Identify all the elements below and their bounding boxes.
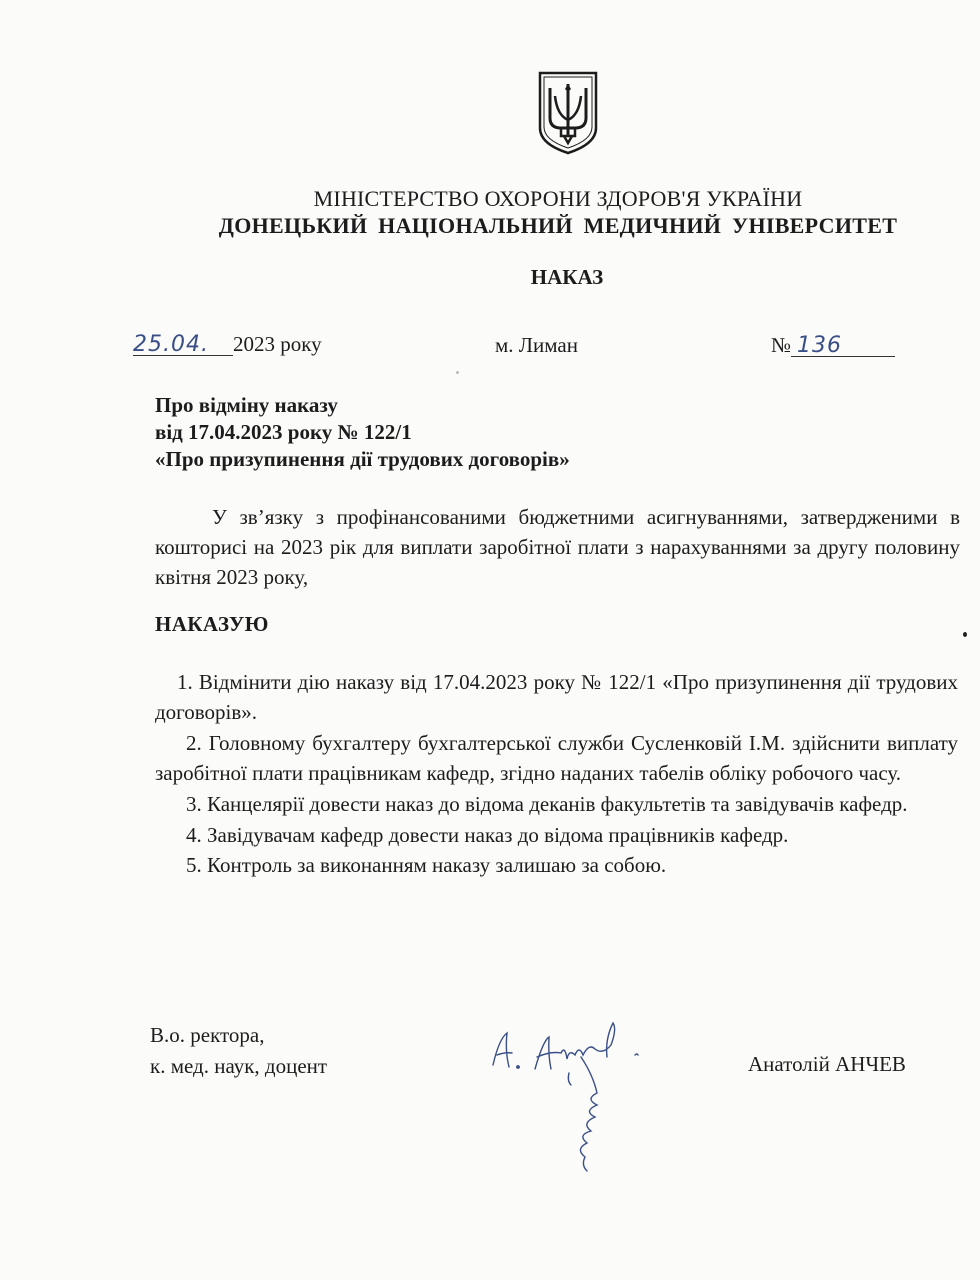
order-item-4: 4. Завідувачам кафедр довести наказ до відома працівників кафедр. [186,823,789,847]
document-type-title: НАКАЗ [530,265,604,289]
scan-speck [963,632,967,637]
university-name: ДОНЕЦЬКИЙ НАЦІОНАЛЬНИЙ МЕДИЧНИЙ УНІВЕРСИТЕТ [218,213,898,238]
handwritten-signature [485,1015,655,1175]
date-year: 2023 року [233,332,322,356]
preamble-text: У зв’язку з профінансованими бюджетними асигнуваннями, затвердженими в кошторисі на 2023 рік для виплати заробітної плати з нарахуваннями за другу половину квітня 2023 року, [155,505,960,589]
handwritten-number: 136 [791,336,895,357]
subject-line-2: від 17.04.2023 року № 122/1 [155,420,412,444]
order-item-3: 3. Канцелярії довести наказ до відома деканів факультетів та завідувачів кафедр. [186,792,908,816]
trident-coat-of-arms-icon [537,70,599,156]
document-city: м. Лиман [495,333,578,357]
order-item-1: 1. Відмінити дію наказу від 17.04.2023 року № 122/1 «Про призупинення дії трудових договорів». [155,670,958,724]
ministry-name: МІНІСТЕРСТВО ОХОРОНИ ЗДОРОВ'Я УКРАЇНИ [313,186,803,211]
number-sign: № [771,333,792,357]
order-item-5: 5. Контроль за виконанням наказу залишаю за собою. [186,853,667,877]
signatory-position [150,1020,327,1082]
handwritten-date: 25.04. [133,335,233,356]
scan-speck [456,371,459,374]
subject-line-3: «Про призупинення дії трудових договорів» [155,447,570,471]
document-number [771,333,895,358]
signatory-name: Анатолій АНЧЕВ [748,1052,906,1076]
decree-heading: НАКАЗУЮ [155,612,269,636]
order-items [155,667,958,880]
position-line-1: В.о. ректора, [150,1023,265,1047]
preamble [155,502,960,592]
position-line-2: к. мед. наук, доцент [150,1054,328,1078]
document-date [133,332,322,357]
order-subject [155,392,570,473]
subject-line-1: Про відміну наказу [155,393,338,417]
order-item-2: 2. Головному бухгалтеру бухгалтерської служби Сусленковій І.М. здійснити виплату заробітної плати працівникам кафедр, згідно наданих табелів обліку робочого часу. [155,731,958,785]
